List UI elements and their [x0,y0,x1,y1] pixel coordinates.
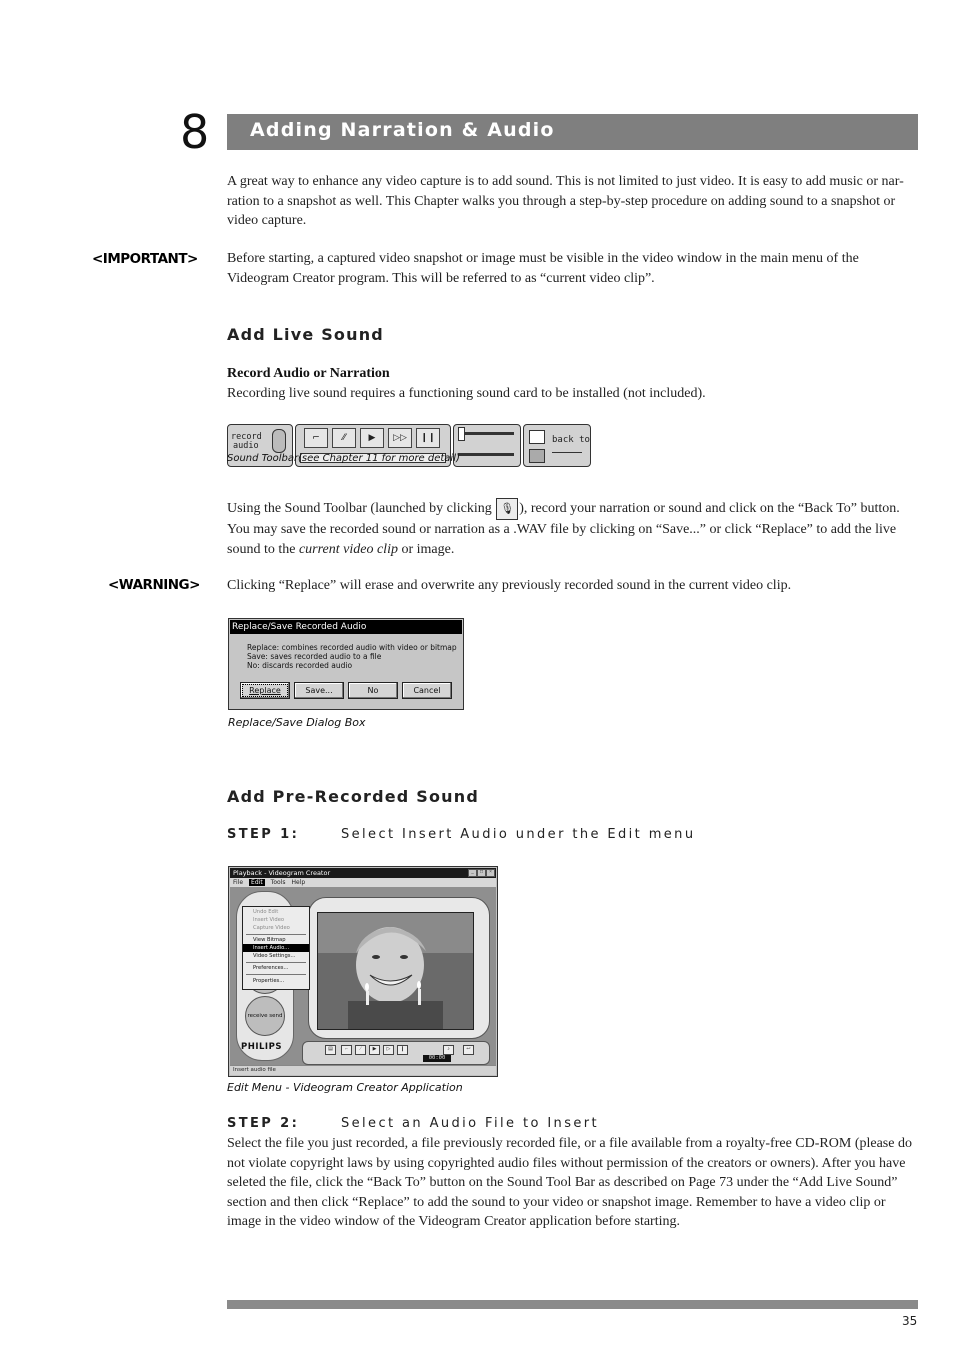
play-icon[interactable]: ▶ [369,1045,380,1055]
step-2-body: Select the file you just recorded, a file previously recorded file, or a file available from a royalty-free CD-ROM (please do not violate copyright laws by using copyrighted audio files without permission of the creators or owners). After you have seleted the file, click the “Back To” button on the Sound Tool Bar as described on Page 73 under the “Add Live Sound” section and then click “Replace” to add the sound to your video or snapshot image. Remember to have a video clip or image in the video window of the Videogram Creator application before starting. [227,1136,912,1229]
app-status-bar: Insert audio file [230,1065,496,1075]
page-number: 35 [902,1314,918,1328]
clapper-icon[interactable]: ▤ [325,1045,336,1055]
app-caption: Edit Menu - Videogram Creator Application [227,1081,463,1094]
step-2-label: STEP 2: [227,1116,300,1131]
menu-item-view-bitmap[interactable]: View Bitmap [253,937,286,943]
menu-edit[interactable]: Edit [251,879,263,886]
toolbar-caption-left: Sound Toolbar [227,453,299,464]
prerecorded-heading: Add Pre-Recorded Sound [227,787,479,806]
play-icon: ▶ [360,428,384,448]
usage-text-1: Using the Sound Toolbar (launched by clicking [227,501,492,517]
no-button[interactable]: No [348,682,398,699]
dialog-line: Save: saves recorded audio to a file [247,652,382,661]
warning-text: Clicking “Replace” will erase and overwrite any previously recorded sound in the current video clip. [227,578,792,593]
stop-icon: ⌐ [304,428,328,448]
dialog-line: No: discards recorded audio [247,661,353,670]
step-1-label: STEP 1: [227,827,300,842]
footer-bar [227,1300,918,1309]
record-subheading: Record Audio or Narration [227,366,390,381]
step-2 [227,1116,299,1131]
replace-button[interactable]: Replace [240,682,290,699]
video-window-frame [308,897,490,1039]
intro-paragraph: A great way to enhance any video capture is to add sound. This is not limited to just video. It is easy to add music or nar-ration to a snapshot as well. This Chapter walks you through a step-by-step procedure on adding sound to a snapshot or video capture. [227,174,904,228]
app-menu-bar [230,878,496,887]
important-label: <IMPORTANT> [92,251,198,267]
brand-logo: PHILIPS [241,1042,282,1052]
menu-item-insert-audio[interactable]: Insert Audio... [243,944,309,952]
warning-label: <WARNING> [108,577,200,593]
sound-card-requirement: Recording live sound requires a functioning sound card to be installed (not included). [227,386,706,401]
clapper-icon [529,430,545,444]
record-level-slider [458,432,514,435]
cancel-button[interactable]: Cancel [402,682,452,699]
menu-item-properties[interactable]: Properties... [253,978,285,984]
back-to-label: back to [552,435,590,445]
dialog-caption: Replace/Save Dialog Box [228,716,366,729]
menu-file[interactable]: File [233,879,244,886]
maximize-icon[interactable]: □ [477,869,486,877]
fast-forward-icon[interactable]: ▷ [383,1045,394,1055]
step-2-text: Select an Audio File to Insert [341,1116,600,1131]
edit-dropdown-menu [242,906,310,990]
rewind-icon: ⁄⁄ [332,428,356,448]
back-to-icon[interactable]: ↩ [463,1045,474,1055]
usage-text-3: or image. [401,541,455,557]
menu-item-video-settings[interactable]: Video Settings... [253,953,296,959]
usage-text-2: ), record your narration or sound and click on the “Back To” button. You may save the recorded sound or narration as a .WAV file by clicking on “Save...” or click “Replace” to add the live sound to the [227,501,900,557]
current-video-clip-term: current video clip [298,541,398,557]
return-arrow-icon [552,452,582,453]
toolbar-caption-right: (see Chapter 11 for more detail) [298,453,460,464]
replace-save-dialog [228,618,464,710]
videogram-creator-screenshot [228,866,498,1077]
stop-icon[interactable]: ⌐ [341,1045,352,1055]
play-level-slider [458,453,514,456]
menu-separator [246,974,306,975]
fast-forward-icon: ▷▷ [388,428,412,448]
chapter-number: 8 [180,105,210,159]
receive-send-knob[interactable]: receive send [245,996,285,1036]
minimize-icon[interactable]: _ [468,869,477,877]
pause-icon: ❙❙ [416,428,440,448]
save-button[interactable]: Save... [294,682,344,699]
close-icon[interactable]: × [486,869,495,877]
menu-item-preferences[interactable]: Preferences... [253,965,289,971]
step-1 [227,827,299,842]
chapter-title: Adding Narration & Audio [250,119,555,141]
menu-help[interactable]: Help [291,879,306,886]
step-1-text: Select Insert Audio under the Edit menu [341,827,696,842]
app-main-area [230,887,496,1065]
app-sound-toolbar [302,1041,490,1065]
menu-tools[interactable]: Tools [270,879,286,886]
rewind-icon[interactable]: ⁄ [355,1045,366,1055]
microphone-icon [272,429,286,453]
record-label: record [231,432,262,442]
sound-toolbar-illustration [227,424,591,467]
menu-item-capture-video: Capture Video [253,925,290,931]
time-display: 00:00 [423,1055,451,1062]
menu-separator [246,962,306,963]
level-segment [453,424,521,467]
app-title-bar [230,868,496,878]
dialog-line: Replace: combines recorded audio with video or bitmap [247,643,457,652]
usage-paragraph [227,498,917,559]
important-text: Before starting, a captured video snapshot or image must be visible in the video window in the main menu of the Videogram Creator program. This will be referred to as “current video clip”. [227,251,859,286]
dialog-title: Replace/Save Recorded Audio [230,620,462,634]
menu-item-undo-edit: Undo Edit [253,909,279,915]
live-sound-heading: Add Live Sound [227,325,384,344]
pause-icon[interactable]: ❙ [397,1045,408,1055]
audio-label: audio [233,441,259,451]
speaker-icon[interactable]: ♪ [443,1045,454,1055]
video-snapshot-image [317,912,474,1030]
speaker-icon [529,449,545,463]
child-photo-illustration [318,913,473,1029]
menu-separator [246,934,306,935]
app-title: Playback - Videogram Creator [233,869,331,877]
slider-thumb [458,427,465,441]
menu-item-insert-video: Insert Video [253,917,285,923]
back-to-segment [523,424,591,467]
microphone-icon: 🎙 [496,498,518,520]
